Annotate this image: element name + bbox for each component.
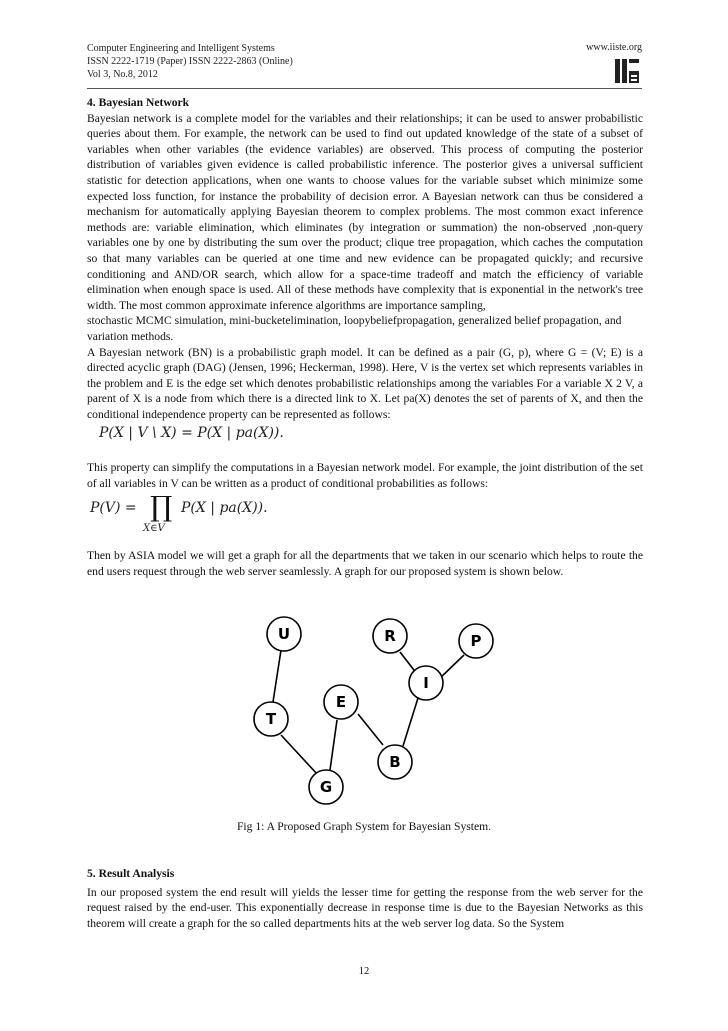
journal-name: Computer Engineering and Intelligent Systems [87, 43, 275, 54]
node-t-label: T [265, 710, 277, 728]
edge-u-t [273, 650, 281, 702]
formula-2-lhs: P(V) = [90, 500, 137, 516]
journal-volume: Vol 3, No.8, 2012 [87, 69, 158, 80]
section-4-paragraph-4: Then by ASIA model we will get a graph for all the departments that we taken in our scenario which helps to route the end users request through the web server seamlessly. A graph for our proposed system is shown below. [87, 549, 643, 578]
node-u-label: U [277, 625, 291, 643]
node-r-label: R [384, 627, 396, 645]
section-4-paragraph-1: Bayesian network is a complete model for the variables and their relationships; it can be used to answer probabilistic queries about them. For example, the network can be used to find out updated knowledge of the state of a subset of variables when other variables (the evidence variables) are observed. This process of computing the posterior distribution of variables given evidence is called probabilistic inference. The posterior gives a universal sufficient statistic for detection applications, when one wants to choose values for the variable subset which minimize some expected loss function, for instance the probability of decision error. A Bayesian network can thus be considered a mechanism for automatically applying Bayesian theorem to complex problems. The most common exact inference methods are: variable elimination, which eliminates (by integration or summation) the non-observed ,non-query variables one by one by distributing the sum over the product; clique tree propagation, which caches the computation so that many variables can be queried at one time and new evidence can be propagated quickly; and recursive conditioning and AND/OR search, which allow for a space-time tradeoff and match the efficiency of variable elimination when enough space is used. All of these methods have complexity that is exponential in the network's tree width. The most common approximate inference algorithms are importance sampling, [87, 111, 643, 312]
node-g-label: G [319, 778, 333, 796]
section-4-paragraph-2: A Bayesian network (BN) is a probabilistic graph model. It can be defined as a pair (G, p), where G = (V; E) is a directed acyclic graph (DAG) (Jensen, 1996; Heckerman, 1998). Here, V is the vertex set which represents variables in the problem and E is the edge set which denotes probabilistic relationships among the variables For a variable X 2 V, a parent of X is a node from which there is a directed link to X. Let pa(X) denotes the set of parents of X, and then the conditional independence property can be represented as follows: [87, 345, 643, 421]
node-p-label: P [470, 632, 482, 650]
journal-issn: ISSN 2222-1719 (Paper) ISSN 2222-2863 (Online) [87, 56, 293, 67]
node-i-label: I [423, 674, 429, 692]
section-4 [87, 95, 643, 422]
graph-labels [266, 625, 482, 796]
graph-nodes [254, 617, 493, 804]
section-5-heading: 5. Result Analysis [87, 867, 175, 880]
journal-website: www.iiste.org [586, 42, 642, 53]
section-5-paragraph-1: In our proposed system the end result will yields the lesser time for getting the response from the web server for the request raised by the end-user. This exponentially decrease in response time is due to the Bayesian Networks as this theorem will create a graph for the so called departments hits at the web server log data. So the System [87, 885, 643, 930]
bayesian-graph [240, 610, 510, 810]
page-number: 12 [358, 966, 370, 977]
edge-e-b [358, 714, 383, 745]
formula-conditional-independence: P(X | V \ X) = P(X | pa(X)). [99, 425, 284, 441]
edge-e-g [330, 720, 337, 770]
edge-t-g [281, 735, 318, 775]
section-5 [87, 866, 643, 931]
section-4-heading: 4. Bayesian Network [87, 96, 190, 109]
journal-header [87, 42, 293, 81]
section-4-paragraph-1-cont: stochastic MCMC simulation, mini-bucketelimination, loopybeliefpropagation, generalized belief propagation, and variation methods. [87, 314, 622, 343]
node-b-label: B [389, 753, 401, 771]
figure-caption: Fig 1: A Proposed Graph System for Bayesian System. [236, 820, 492, 833]
formula-2-rhs: P(X | pa(X)). [181, 500, 268, 516]
header-divider [87, 88, 642, 89]
iiste-logo [614, 58, 640, 84]
edge-i-b [403, 698, 418, 746]
node-e-label: E [335, 693, 347, 711]
section-4-paragraph-3: This property can simplify the computations in a Bayesian network model. For example, the joint distribution of the set of all variables in V can be written as a product of conditional probabilities as follows: [87, 461, 643, 490]
product-symbol: ∏ [150, 490, 173, 523]
formula-2-subscript: X∈V [143, 523, 165, 534]
